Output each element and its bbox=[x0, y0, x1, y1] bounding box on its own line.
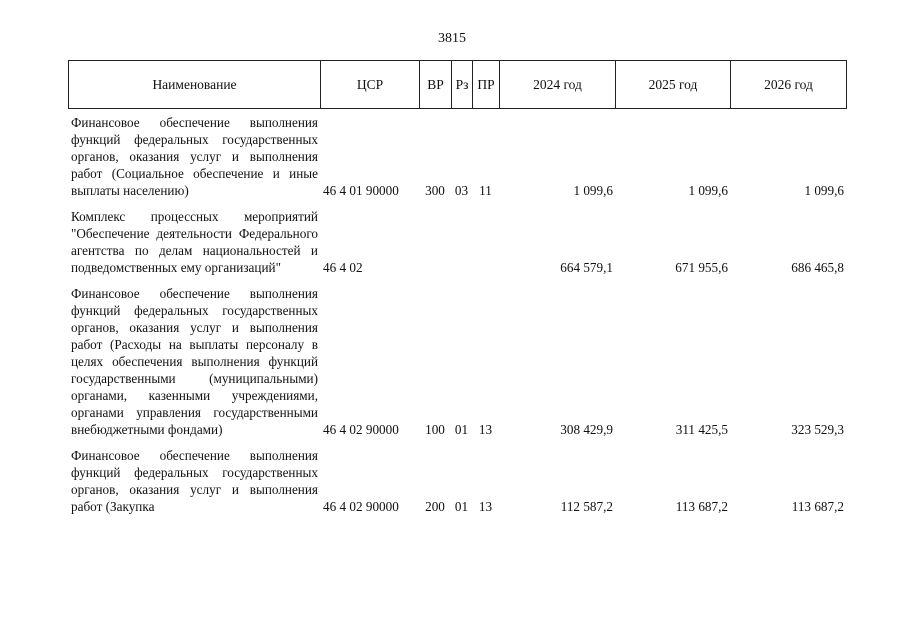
row-2024: 1 099,6 bbox=[573, 183, 613, 198]
table-row bbox=[68, 208, 846, 276]
row-name: Комплекс процессных мероприятий "Обеспечение деятельности Федерального агентства по делам национальностей и подведомственных ему организаций" bbox=[71, 209, 318, 275]
row-2024: 308 429,9 bbox=[560, 422, 613, 437]
row-2025: 1 099,6 bbox=[688, 183, 728, 198]
row-rz bbox=[451, 208, 472, 276]
row-csr: 46 4 02 90000 bbox=[323, 499, 399, 514]
row-vr: 100 bbox=[425, 422, 445, 437]
row-csr: 46 4 02 bbox=[323, 260, 363, 275]
row-pr: 13 bbox=[478, 422, 493, 437]
page-number: 3815 bbox=[438, 31, 466, 46]
row-rz: 01 bbox=[454, 499, 469, 514]
table-row bbox=[68, 114, 846, 199]
table-row bbox=[68, 447, 846, 515]
row-2025: 113 687,2 bbox=[675, 499, 728, 514]
row-vr: 300 bbox=[425, 183, 445, 198]
row-name: Финансовое обеспечение выполнения функций федеральных государственных органов, оказания услуг и выполнения работ (Социальное обеспечение и иные выплаты населению) bbox=[71, 115, 318, 198]
header-2026: 2026 год bbox=[731, 61, 847, 109]
row-csr: 46 4 02 90000 bbox=[323, 422, 399, 437]
row-2026: 113 687,2 bbox=[791, 499, 844, 514]
header-csr: ЦСР bbox=[321, 61, 420, 109]
row-2025: 311 425,5 bbox=[675, 422, 728, 437]
header-2025: 2025 год bbox=[616, 61, 731, 109]
table-row bbox=[68, 285, 846, 438]
header-2024: 2024 год bbox=[500, 61, 616, 109]
row-2025: 671 955,6 bbox=[675, 260, 728, 275]
row-vr: 200 bbox=[425, 499, 445, 514]
row-vr bbox=[419, 208, 451, 276]
row-2026: 1 099,6 bbox=[804, 183, 844, 198]
header-rz: Рз bbox=[452, 61, 473, 109]
row-2026: 323 529,3 bbox=[791, 422, 844, 437]
row-pr: 11 bbox=[479, 183, 492, 198]
row-2024: 112 587,2 bbox=[560, 499, 613, 514]
row-pr bbox=[472, 208, 499, 276]
header-pr: ПР bbox=[473, 61, 500, 109]
row-name: Финансовое обеспечение выполнения функций федеральных государственных органов, оказания услуг и выполнения работ (Закупка bbox=[71, 448, 318, 514]
row-pr: 13 bbox=[478, 499, 493, 514]
budget-table bbox=[68, 114, 846, 515]
row-csr: 46 4 01 90000 bbox=[323, 183, 399, 198]
header-name: Наименование bbox=[69, 61, 321, 109]
row-rz: 01 bbox=[454, 422, 469, 437]
row-name: Финансовое обеспечение выполнения функций федеральных государственных органов, оказания услуг и выполнения работ (Расходы на выплаты персоналу в целях обеспечения выполнения функций государственными (муниципальными) органами, казенными учреждениями, органами управления государственными внебюджетными фондами) bbox=[71, 286, 318, 437]
header-vr: ВР bbox=[420, 61, 452, 109]
table-header bbox=[68, 60, 847, 109]
row-rz: 03 bbox=[454, 183, 469, 198]
row-2026: 686 465,8 bbox=[791, 260, 844, 275]
row-2024: 664 579,1 bbox=[560, 260, 613, 275]
